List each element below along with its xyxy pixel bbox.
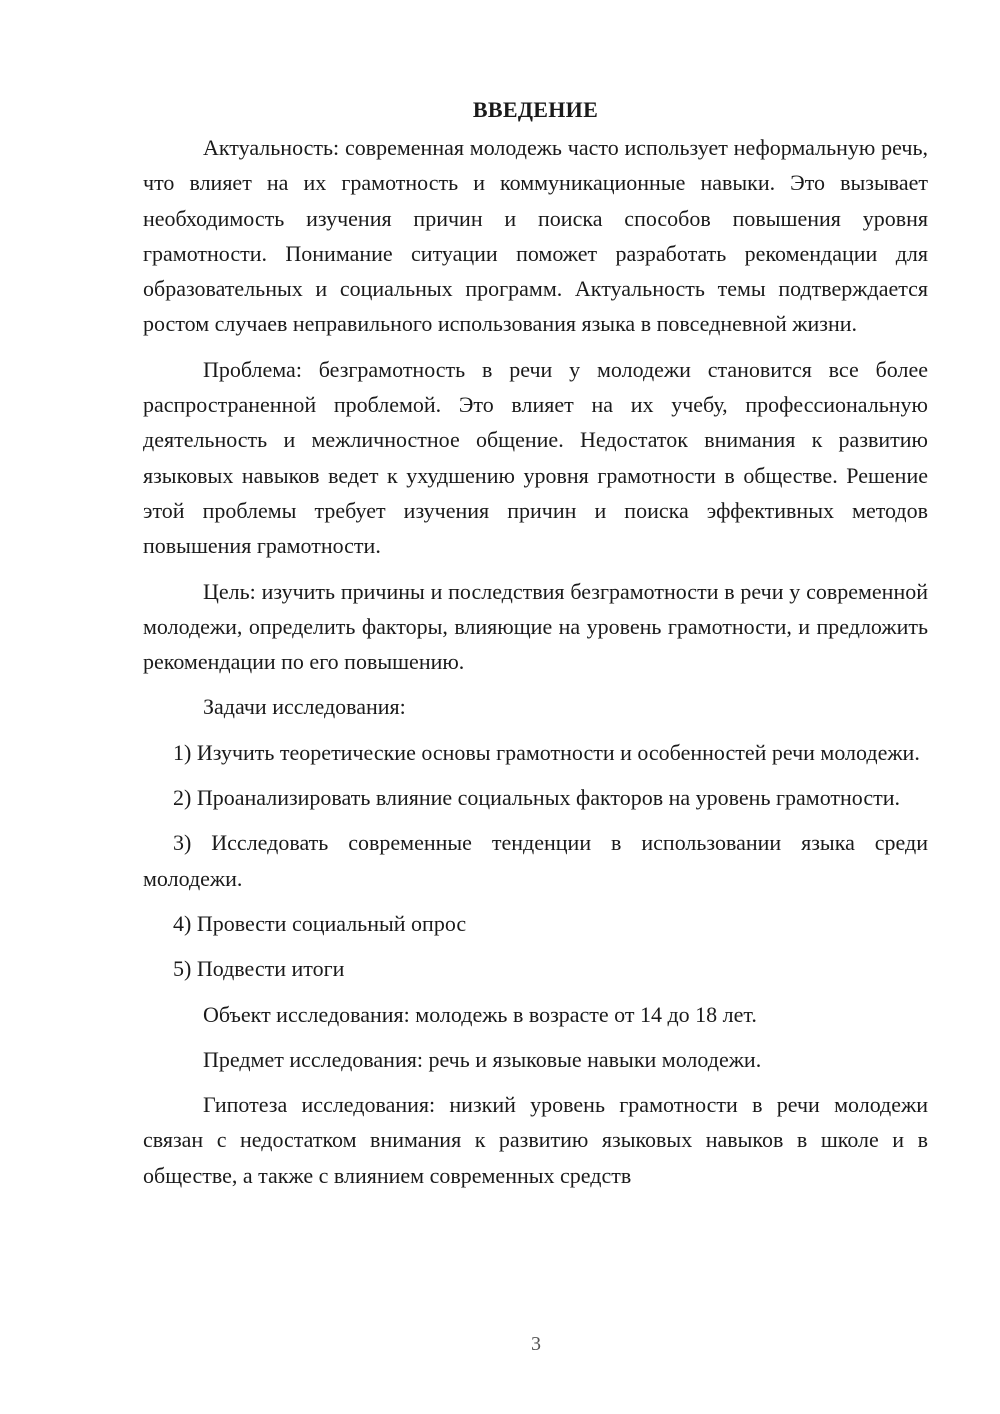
page-content xyxy=(143,95,928,1203)
object-paragraph: Объект исследования: молодежь в возрасте от 14 до 18 лет. xyxy=(203,1001,757,1027)
subject-paragraph: Предмет исследования: речь и языковые навыки молодежи. xyxy=(203,1046,762,1072)
tasks-heading: Задачи исследования: xyxy=(203,694,406,720)
page-title: ВВЕДЕНИЕ xyxy=(472,97,599,122)
problem-paragraph: Проблема: безграмотность в речи у молодежи становится все более распространенной проблемой. Это влияет на их учебу, профессиональную деятельность и межличностное общение. Недостаток внимания к развитию языковых навыков ведет к ухудшению уровня грамотности в обществе. Решение этой проблемы требует изучения причин и поиска эффективных методов повышения грамотности. xyxy=(143,356,928,559)
task-item-4: 4) Провести социальный опрос xyxy=(173,910,467,936)
task-item-2: 2) Проанализировать влияние социальных факторов на уровень грамотности. xyxy=(173,785,900,811)
goal-paragraph: Цель: изучить причины и последствия безграмотности в речи у современной молодежи, определить факторы, влияющие на уровень грамотности, и предложить рекомендации по его повышению. xyxy=(143,578,928,675)
page-number: 3 xyxy=(531,1333,541,1355)
task-item-3: 3) Исследовать современные тенденции в использовании языка среди молодежи. xyxy=(143,830,928,891)
relevance-paragraph: Актуальность: современная молодежь часто использует неформальную речь, что влияет на их грамотность и коммуникационные навыки. Это вызывает необходимость изучения причин и поиска способов повышения уровня грамотности. Понимание ситуации поможет разработать рекомендации для образовательных и социальных программ. Актуальность темы подтверждается ростом случаев неправильного использования языка в повседневной жизни. xyxy=(143,135,928,337)
task-item-1: 1) Изучить теоретические основы грамотности и особенностей речи молодежи. xyxy=(173,739,920,765)
task-item-5: 5) Подвести итоги xyxy=(173,956,345,982)
hypothesis-paragraph: Гипотеза исследования: низкий уровень грамотности в речи молодежи связан с недостатком внимания к развитию языковых навыков в школе и в обществе, а также с влиянием современных средств xyxy=(143,1092,928,1188)
